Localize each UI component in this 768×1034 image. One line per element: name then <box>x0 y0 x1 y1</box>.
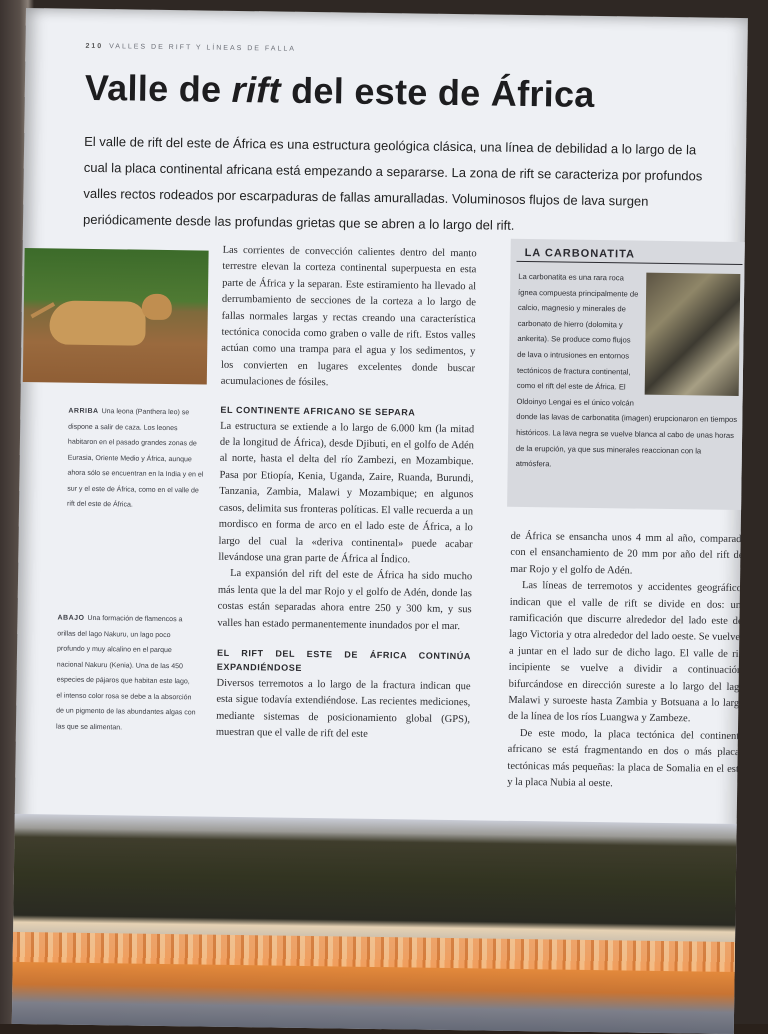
page-number: 210 <box>85 42 104 51</box>
subheading-continent: EL CONTINENTE AFRICANO SE SEPARA <box>220 404 416 418</box>
intro-paragraph: El valle de rift del este de África es una estructura geológica clásica, una línea de debilidad a lo largo de la cual la placa continental africana está empezando a separarse. La zona de rift se caracteriza por profundos valles rectos rodeados por escarpaduras de fallas amuralladas. Voluminosos flujos de lava surgen periódicamente desde las profundas grietas que se abren a lo largo del rift. <box>82 133 703 233</box>
carbonatite-sidebar <box>507 239 748 510</box>
caption-label: ARRIBA <box>68 407 99 416</box>
caption-text: Una leona (Panthera leo) se dispone a salir de caza. Los leones habitaron en el pasado grandes zonas de Eurasia, Oriente Medio y África, aunque ahora sólo se encuentran en la India y en el sur y el este de África, como en el valle de rift del este de África. <box>67 408 204 509</box>
flamingos-lake-photo <box>12 814 748 1034</box>
sidebar-body <box>516 269 741 475</box>
lion-body-shape <box>49 300 146 345</box>
body-paragraph: Diversos terremotos a lo largo de la fractura indican que esta sigue todavía extendiéndose. Las recientes mediciones, mediante sistemas de posicionamiento global (GPS), muestran que el valle de rift del este <box>215 677 471 740</box>
body-paragraph: Las corrientes de convección calientes dentro del manto terrestre elevan la corteza continental superpuesta en esta parte de África y la separan. Este estiramiento ha llevado al derrumbamiento de secciones de la corteza a lo largo de fallas normales largas y rectas creando una característica tectónica conocida como graben o valle de rift. Estos valles actúan como una trampa para el agua y los sedimentos, y los convierten en lugares excelentes donde buscar acumulaciones de fósiles. <box>220 244 477 389</box>
right-column <box>507 529 747 795</box>
caption-top <box>67 404 205 514</box>
title-part: del este de África <box>280 69 595 115</box>
subheading-expansion: EL RIFT DEL ESTE DE ÁFRICA CONTINÚA EXPANDIÉNDOSE <box>216 647 472 673</box>
title-part: Valle de <box>84 66 232 110</box>
sidebar-title: LA CARBONATITA <box>517 239 743 265</box>
lioness-photo <box>23 248 209 385</box>
lion-head-shape <box>142 294 172 320</box>
book-page <box>12 8 748 1034</box>
caption-label: ABAJO <box>57 614 85 622</box>
body-paragraph: De este modo, la placa tectónica del continente africano se está fragmentando en dos o más placas tectónicas más pequeñas: la placa de Somalia en el este y la placa Nubia al oeste. <box>507 727 744 790</box>
page-title <box>85 67 595 116</box>
middle-column <box>216 243 477 745</box>
section-title: VALLES DE RIFT Y LÍNEAS DE FALLA <box>109 43 297 53</box>
caption-bottom <box>56 610 198 736</box>
carbonatite-rock-photo <box>645 273 741 396</box>
body-paragraph: de África se ensancha unos 4 mm al año, comparado con el ensanchamiento de 20 mm por año del rift del mar Rojo y el golfo de Adén. <box>510 530 747 577</box>
running-head <box>85 43 296 53</box>
body-paragraph: Las líneas de terremotos y accidentes geográficos indican que el valle de rift se divide en dos: una ramificación que discurre alrededor del lado este del lago Victoria y otra alrededor del lado oeste. Se vuelven a juntar en el lado sur de dicho lago. El valle de rift incipiente se vuelve a dividir a continuación, bifurcándose en dirección sureste a lo largo del lago Malawi y suroeste hasta Zambia y Botsuana a lo largo de la línea de los ríos Luangwa y Zambeze. <box>508 580 747 725</box>
caption-text: Una formación de flamencos a orillas del lago Nakuru, un lago poco profundo y muy alcalino en el parque nacional Nakuru (Kenia). Una de las 450 especies de pájaros que habitan este lago, el intenso color rosa se debe a la absorción de un pigmento de las abundantes algas con las que se alimentan. <box>55 614 196 731</box>
sidebar-text: La carbonatita es una rara roca ígnea compuesta principalmente de calcio, magnesio y minerales de carbonato de hierro (dolomita y ankerita). Se produce como flujos de lava o intrusiones en entornos tectónicos de fractura continental, como el rift del este de África. El Oldoinyo Lengai es el único volcán donde las lavas de carbonatita (imagen) erupcionaron en tiempos históricos. La lava negra se vuelve blanca al cabo de unas horas de la erupción, ya que sus minerales reaccionan con la atmósfera. <box>515 271 738 469</box>
body-paragraph: La expansión del rift del este de África ha sido mucho más lenta que la del mar Rojo y el golfo de Adén, donde las costas están separadas ahora entre 250 y 300 km, y sus valles han estado permanentemente inundados por el mar. <box>217 568 473 632</box>
title-italic: rift <box>231 68 282 111</box>
body-paragraph: La estructura se extiende a lo largo de 6.000 km (la mitad de la longitud de África), desde Djibuti, en el golfo de Adén al norte, hasta el delta del río Zambezi, en Mozambique. Pasa por Etiopía, Kenia, Uganda, Zaire, Ruanda, Burundi, Tanzania, Zambia, Malawi y Mozambique; en algunos casos, delimita sus fronteras políticas. El valle recuerda a un mordisco en forma de arco en el lado este de África, a lo largo del cual la «deriva continental» puede acabar llevándose una gran parte de África al Índico. <box>218 420 475 566</box>
flamingo-flock-shape <box>12 931 748 972</box>
